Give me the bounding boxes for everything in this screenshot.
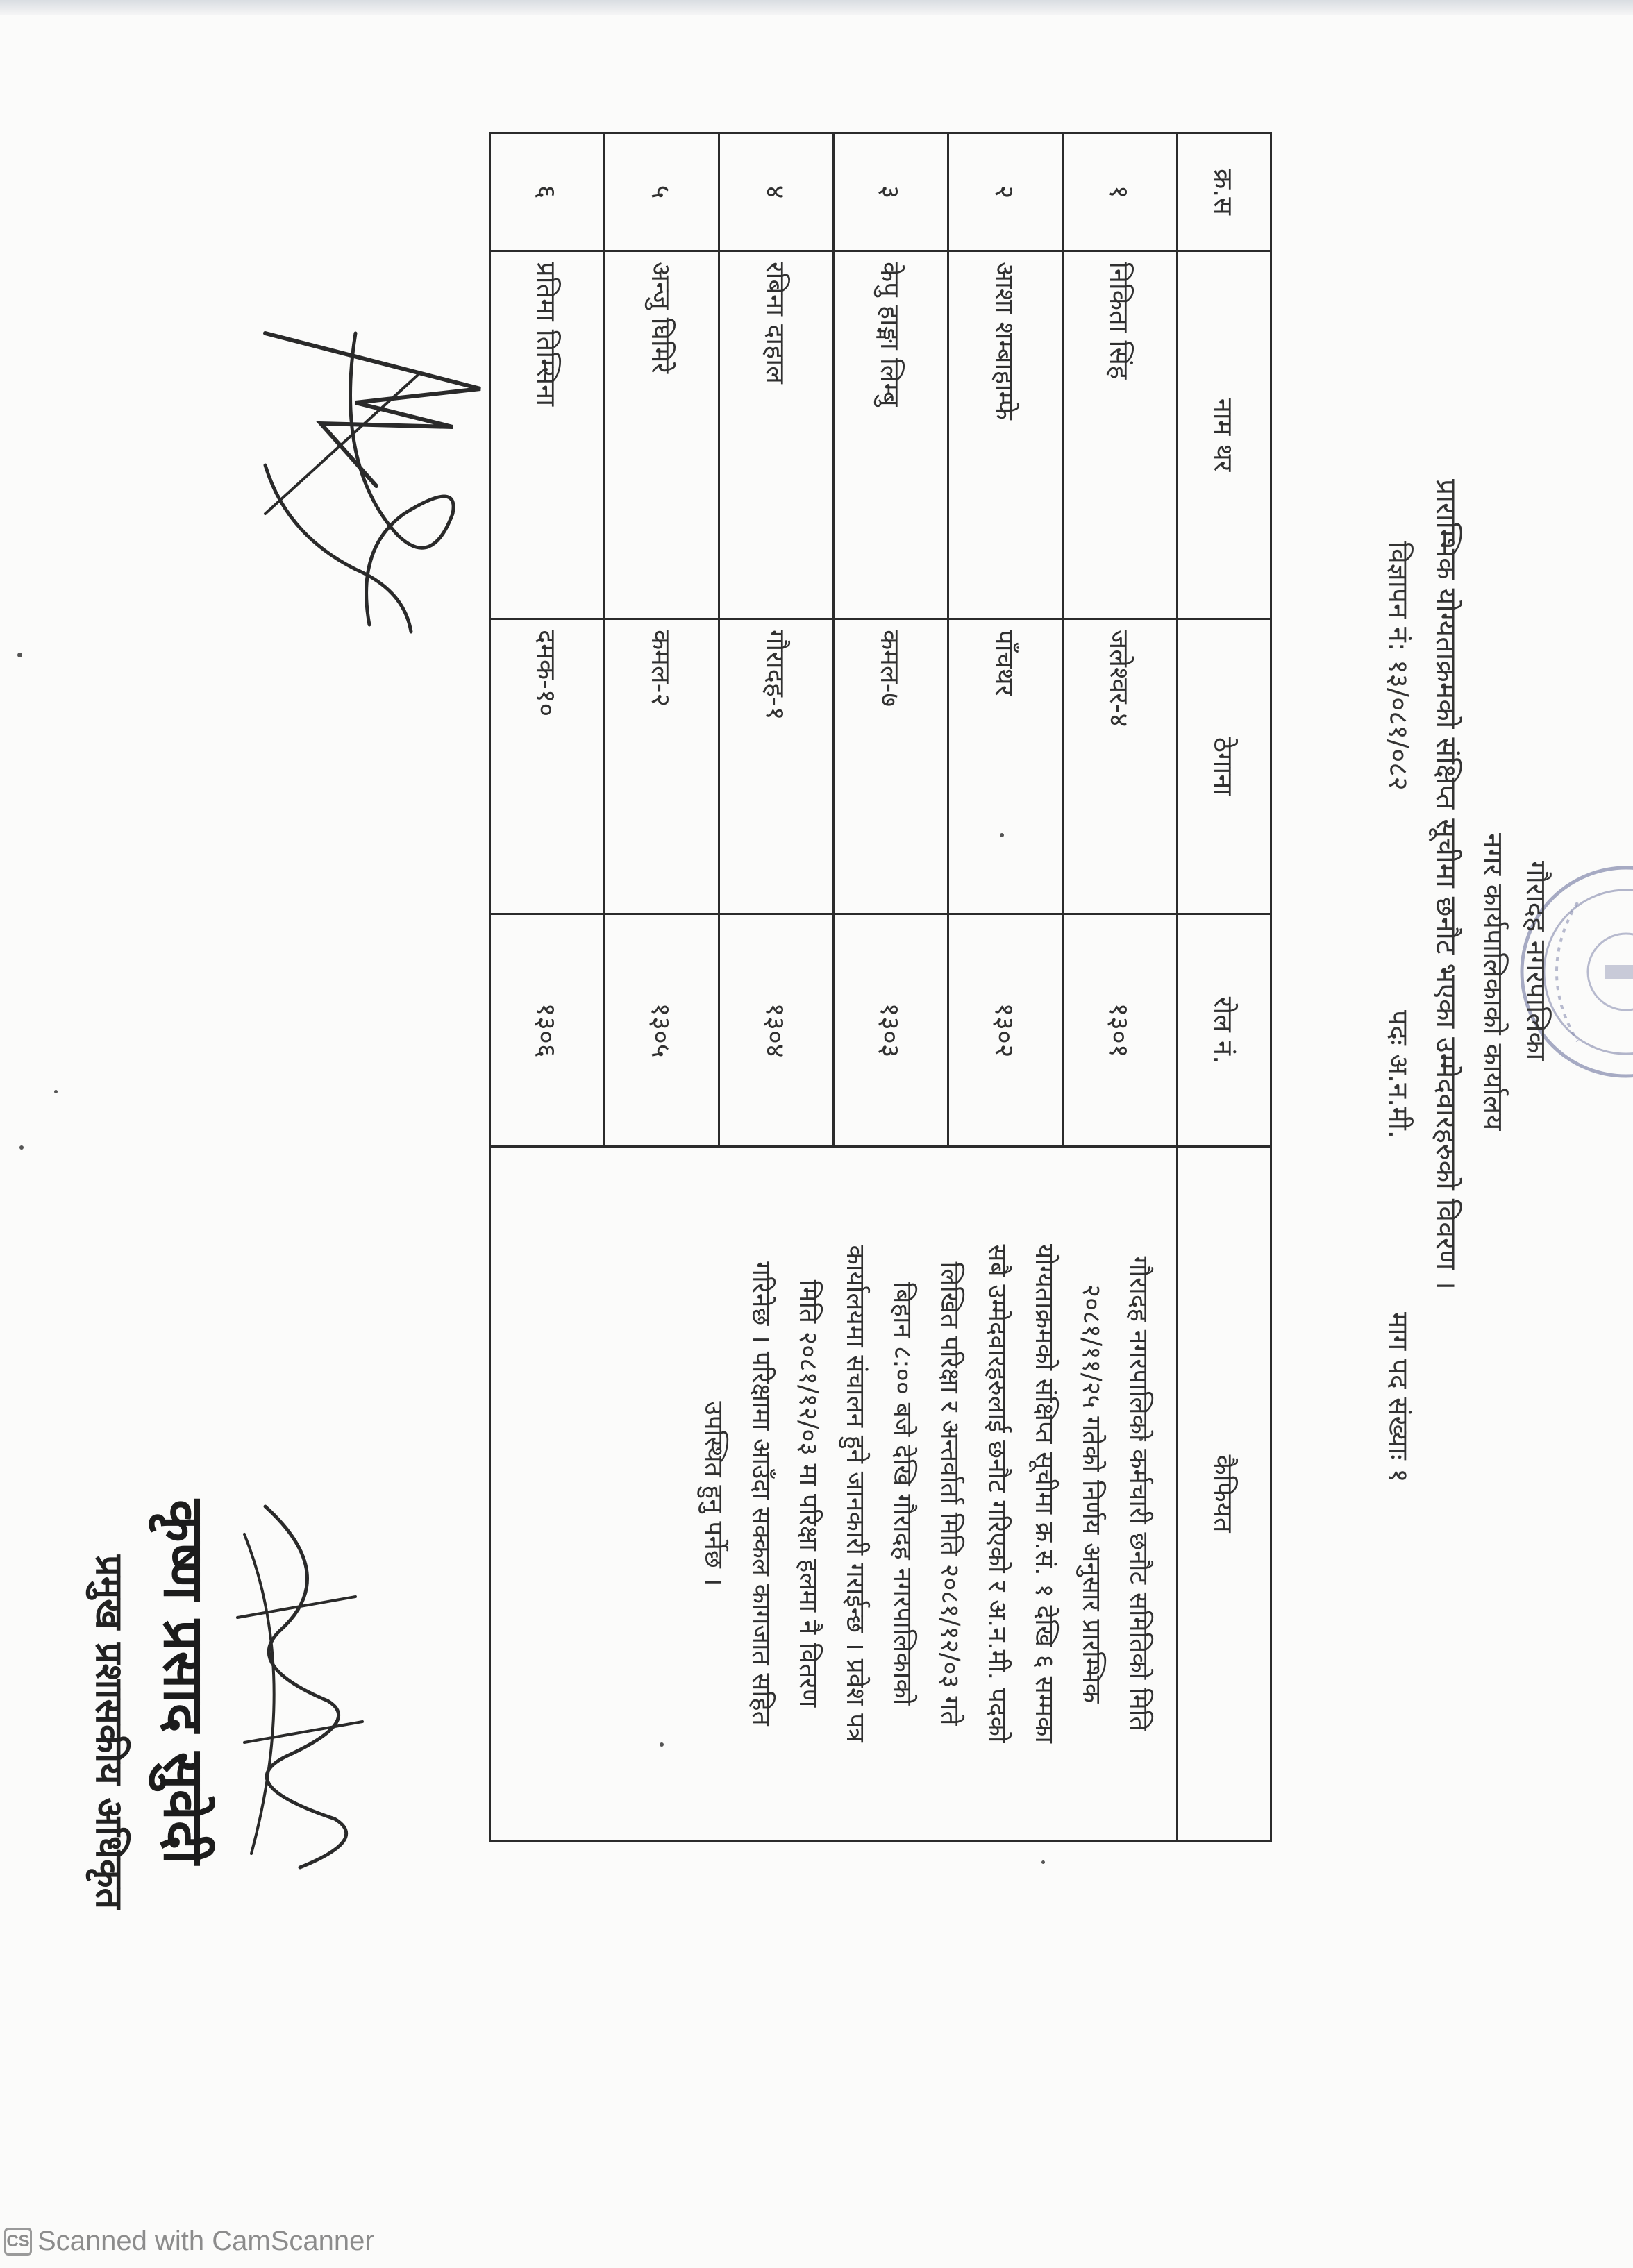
camscanner-watermark bbox=[4, 2226, 374, 2257]
remarks-line: उपस्थित हुनु पर्नेछ । bbox=[699, 1401, 729, 1586]
remarks-line: २०८१/११/२५ गतेको निर्णय अनुसार प्रारम्भिक bbox=[1077, 1284, 1107, 1704]
officer-title: प्रमुख प्रशासकीय अधिकृत bbox=[87, 1555, 131, 1910]
cell-address: पाँचथर bbox=[948, 619, 1063, 914]
municipality-name: गौरादह नगरपालिका bbox=[1520, 861, 1552, 1061]
cell-sn: ५ bbox=[605, 133, 719, 251]
demand-count: माग पद संख्याः १ bbox=[1382, 1312, 1414, 1483]
cell-name: निकिता सिंह bbox=[1063, 251, 1178, 619]
cell-roll: १३०५ bbox=[605, 914, 719, 1147]
header-roll: रोल नं. bbox=[1178, 914, 1271, 1147]
remarks-line: मिति २०८१/१२/०३ मा परिक्षा हलमा नै वितरण bbox=[794, 1279, 823, 1708]
remarks-line: सबै उम्मेदवारहरुलाई छनौट गरिएको र अ.न.मी. पदको bbox=[982, 1244, 1012, 1743]
cell-roll: १३०२ bbox=[948, 914, 1063, 1147]
table-row bbox=[1063, 133, 1178, 1841]
remarks-line: कार्यालयमा संचालन हुने जानकारी गराईन्छ । प्रवेश पत्र bbox=[841, 1245, 871, 1742]
cell-name: आशा शम्बाहाम्फे bbox=[948, 251, 1063, 619]
header-sn: क्र.स bbox=[1178, 133, 1271, 251]
remarks-line: गरिनेछ । परिक्षामा आउँदा सक्कल कागजात सहित bbox=[746, 1261, 776, 1726]
cell-sn: १ bbox=[1063, 133, 1178, 251]
cell-address: दमक-१० bbox=[490, 619, 605, 914]
remarks-line: बिहान ८:०० बजे देखि गौरादह नगरपालिकाको bbox=[888, 1282, 918, 1706]
cell-name: केपु हाङ्मा लिम्बु bbox=[834, 251, 948, 619]
cell-address: कमल-२ bbox=[605, 619, 719, 914]
cell-name: अन्जु घिमिरे bbox=[605, 251, 719, 619]
cell-name: प्रतिमा तिम्सिना bbox=[490, 251, 605, 619]
officer-name: कृष्ण प्रसाद सुवेदी bbox=[151, 1500, 217, 1865]
notice-subject: प्राराम्भिक योग्यताक्रमको संक्षिप्त सूचीमा छनौट भएका उम्मेदवारहरुको विवरण । bbox=[1430, 479, 1463, 1291]
cell-address: कमल-७ bbox=[834, 619, 948, 914]
header-name: नाम थर bbox=[1178, 251, 1271, 619]
cell-roll: १३०३ bbox=[834, 914, 948, 1147]
cell-sn: ३ bbox=[834, 133, 948, 251]
header-remarks: कैफियत bbox=[1178, 1147, 1271, 1841]
cell-sn: ४ bbox=[719, 133, 834, 251]
handwritten-signature bbox=[244, 305, 494, 666]
remarks-line: गौरादह नगरपालिको कर्मचारी छनौट समितिको मिति bbox=[1124, 1256, 1154, 1731]
cell-address: जलेश्वर-४ bbox=[1063, 619, 1178, 914]
header-address: ठेगाना bbox=[1178, 619, 1271, 914]
cell-sn: २ bbox=[948, 133, 1063, 251]
remarks-line: लिखित परिक्षा र अन्तर्वार्ता मिति २०८१/१२/०३ गते bbox=[935, 1261, 965, 1726]
post-name: पदः अ.न.मी. bbox=[1382, 1010, 1414, 1139]
cell-roll: १३०६ bbox=[490, 914, 605, 1147]
remarks-cell bbox=[490, 1147, 1178, 1841]
remarks-line: योग्यताक्रमको संक्षिप्त सूचीमा क्र.सं. १ देखि ६ सम्मका bbox=[1030, 1244, 1060, 1743]
notice-number: विज्ञापन नं: १३/०८१/०८२ bbox=[1382, 541, 1414, 791]
officer-signature bbox=[224, 1493, 383, 1881]
table-header-row bbox=[1178, 133, 1271, 1841]
cell-sn: ६ bbox=[490, 133, 605, 251]
cell-roll: १३०१ bbox=[1063, 914, 1178, 1147]
cell-name: रबिना दाहाल bbox=[719, 251, 834, 619]
candidate-table bbox=[489, 132, 1272, 1842]
camscanner-icon: CS bbox=[4, 2228, 32, 2256]
watermark-text: Scanned with CamScanner bbox=[37, 2226, 374, 2256]
cell-roll: १३०४ bbox=[719, 914, 834, 1147]
office-name: नगर कार्यपालिकाको कार्यालय bbox=[1477, 833, 1509, 1131]
cell-address: गौरादह-१ bbox=[719, 619, 834, 914]
